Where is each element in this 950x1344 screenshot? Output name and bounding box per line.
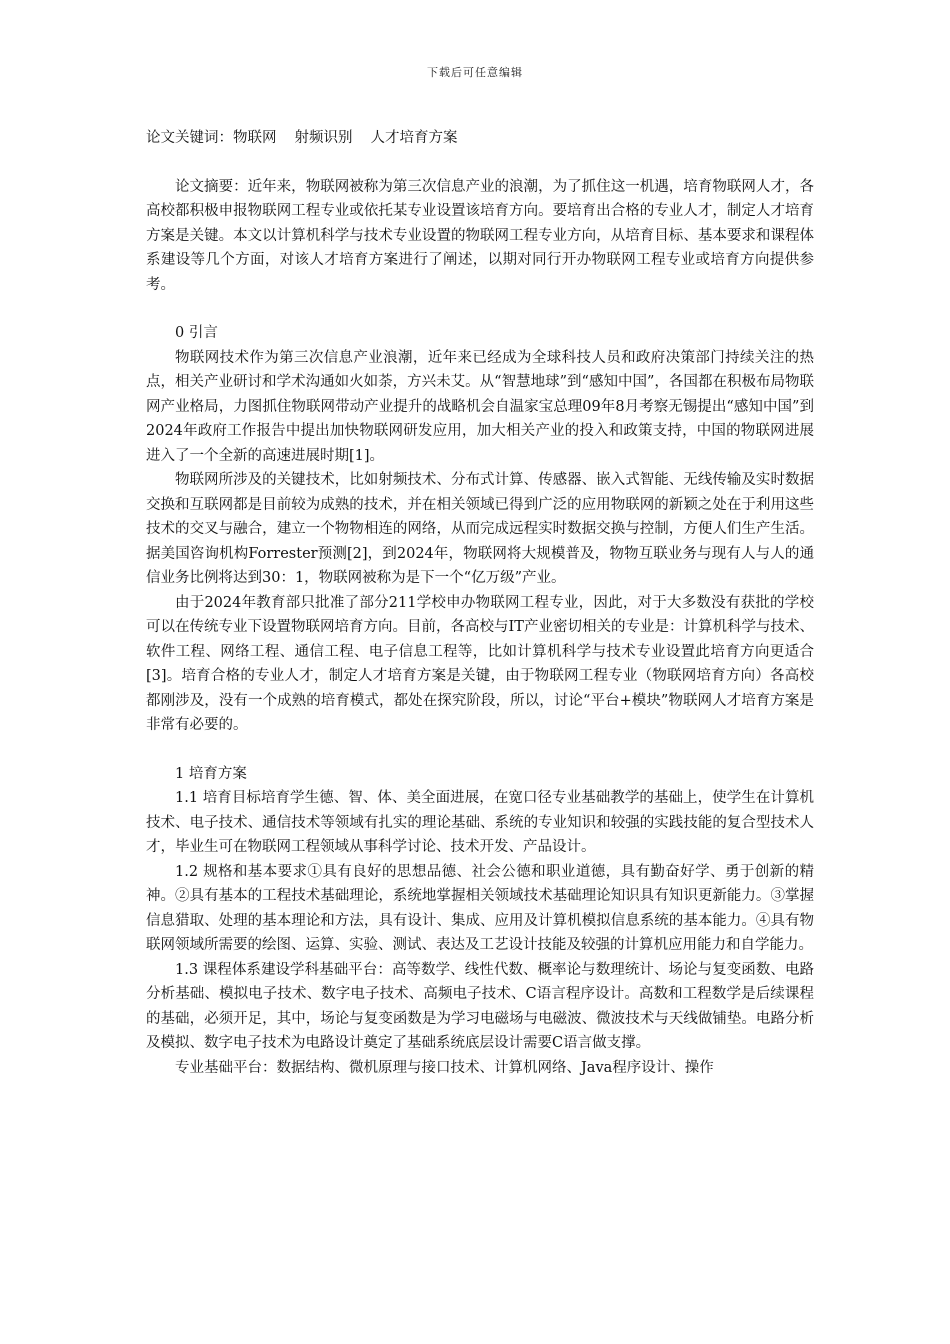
- document-body: [146, 126, 814, 1080]
- keywords-line: [146, 126, 814, 151]
- body-paragraph: 物联网所涉及的关键技术，比如射频技术、分布式计算、传感器、嵌入式智能、无线传输及实时数据交换和互联网都是目前较为成熟的技术，并在相关领域已得到广泛的应用物联网的新颖之处在于利用这些技术的交叉与融合，建立一个物物相连的网络，从而完成远程实时数据交换与控制，方便人们生产生活。据美国咨询机构Forrester预测[2]，到2024年，物联网将大规模普及，物物互联业务与现有人与人的通信业务比例将达到30：1，物联网被称为是下一个“亿万级”产业。: [146, 472, 814, 586]
- body-paragraph: 专业基础平台：数据结构、微机原理与接口技术、计算机网络、Java程序设计、操作: [175, 1059, 714, 1076]
- section-heading: 1 培育方案: [175, 765, 247, 782]
- keyword-item: 物联网: [233, 130, 277, 146]
- body-paragraph: 1.3 课程体系建设学科基础平台：高等数学、线性代数、概率论与数理统计、场论与复变函数、电路分析基础、模拟电子技术、数字电子技术、高频电子技术、C语言程序设计。高数和工程数学是后续课程的基础，必须开足，其中，场论与复变函数是为学习电磁场与电磁波、微波技术与天线做铺垫。电路分析及模拟、数字电子技术为电路设计奠定了基础系统底层设计需要C语言做支撑。: [146, 961, 814, 1051]
- keyword-item: 射频识别: [294, 130, 353, 146]
- section-heading: 0 引言: [175, 325, 218, 341]
- keywords-label: 论文关键词：: [146, 130, 233, 146]
- body-paragraph: 物联网技术作为第三次信息产业浪潮，近年来已经成为全球科技人员和政府决策部门持续关注的热点，相关产业研讨和学术沟通如火如荼，方兴未艾。从“智慧地球”到“感知中国”，各国都在积极布局物联网产业格局，力图抓住物联网带动产业提升的战略机会自温家宝总理09年8月考察无锡提出“感知中国”到2024年政府工作报告中提出加快物联网研发应用，加大相关产业的投入和政策支持，中国的物联网进展进入了一个全新的高速进展时期[1]。: [146, 349, 814, 464]
- body-paragraph: 由于2024年教育部只批准了部分211学校申办物联网工程专业，因此，对于大多数没有获批的学校可以在传统专业下设置物联网培育方向。目前，各高校与IT产业密切相关的专业是：计算机科学与技术、软件工程、网络工程、通信工程、电子信息工程等，比如计算机科学与技术专业设置此培育方向更适合[3]。培育合格的专业人才，制定人才培育方案是关键，由于物联网工程专业（物联网培育方向）各高校都刚涉及，没有一个成熟的培育模式，都处在探究阶段，所以，讨论“平台+模块”物联网人才培育方案是非常有必要的。: [146, 594, 814, 733]
- body-paragraph: 1.1 培育目标培育学生德、智、体、美全面进展，在宽口径专业基础教学的基础上，使学生在计算机技术、电子技术、通信技术等领域有扎实的理论基础、系统的专业知识和较强的实践技能的复合型技术人才，毕业生可在物联网工程领域从事科学讨论、技术开发、产品设计。: [146, 790, 814, 855]
- abstract-paragraph: 论文摘要：近年来，物联网被称为第三次信息产业的浪潮，为了抓住这一机遇，培育物联网人才，各高校都积极申报物联网工程专业或依托某专业设置该培育方向。要培育出合格的专业人才，制定人才培育方案是关键。本文以计算机科学与技术专业设置的物联网工程专业方向，从培育目标、基本要求和课程体系建设等几个方面，对该人才培育方案进行了阐述，以期对同行开办物联网工程专业或培育方向提供参考。: [146, 178, 814, 293]
- page-header: 下载后可任意编辑: [427, 66, 523, 79]
- keyword-item: 人才培育方案: [370, 130, 458, 146]
- body-paragraph: 1.2 规格和基本要求①具有良好的思想品德、社会公德和职业道德，具有勤奋好学、勇于创新的精神。②具有基本的工程技术基础理论，系统地掌握相关领域技术基础理论知识具有知识更新能力。③掌握信息猎取、处理的基本理论和方法，具有设计、集成、应用及计算机模拟信息系统的基本能力。④具有物联网领域所需要的绘图、运算、实验、测试、表达及工艺设计技能及较强的计算机应用能力和自学能力。: [146, 863, 814, 953]
